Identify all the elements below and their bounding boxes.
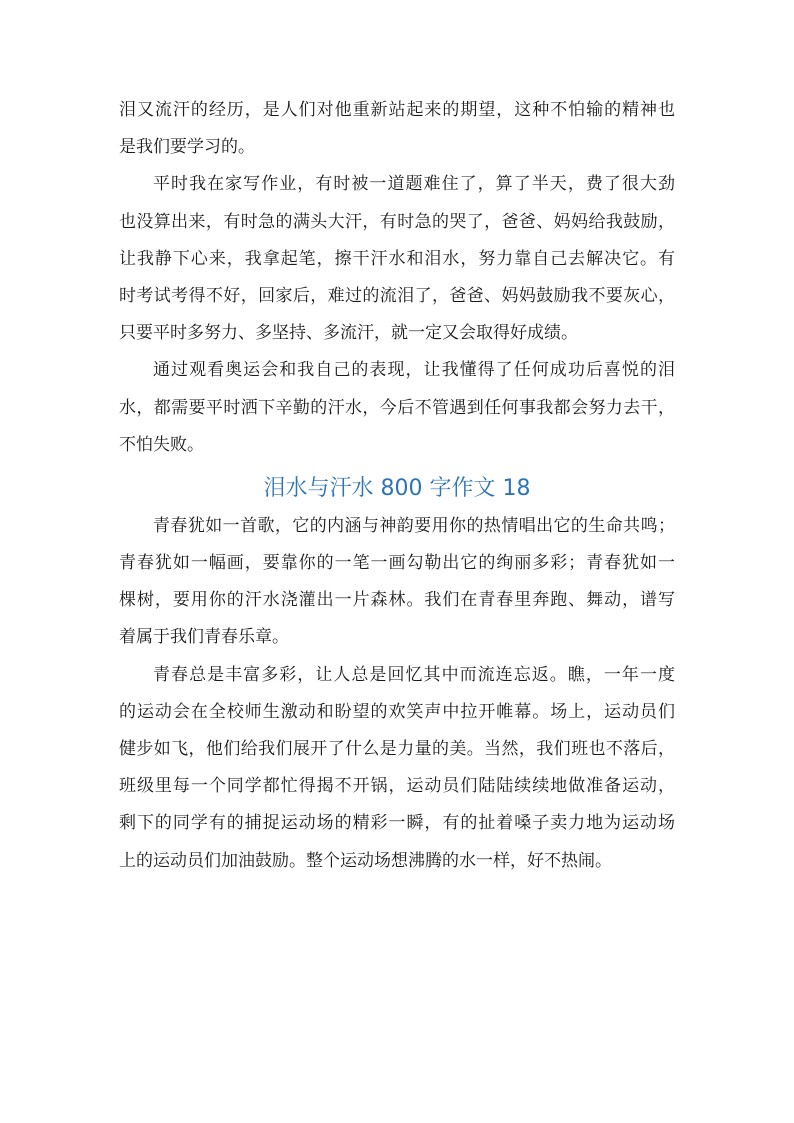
text-line: 剩下的同学有的捕捉运动场的精彩一瞬，有的扯着嗓子卖力地为运动场 (119, 813, 675, 834)
text-line: 平时我在家写作业，有时被一道题难住了，算了半天，费了很大劲 (153, 174, 675, 195)
text-line: 泪又流汗的经历，是人们对他重新站起来的期望，这种不怕输的精神也 (119, 100, 675, 120)
text-line: 着属于我们青春乐章。 (119, 627, 289, 648)
paragraph-homework (119, 174, 675, 360)
text-line: 让我静下心来，我拿起笔，擦干汗水和泪水，努力靠自己去解决它。有 (119, 248, 675, 269)
paragraph-youth (119, 516, 675, 665)
paragraph-sports (119, 665, 675, 888)
text-line: 只要平时多努力、多坚持、多流汗，就一定又会取得好成绩。 (119, 323, 578, 344)
text-line: 青春犹如一幅画，要靠你的一笔一画勾勒出它的绚丽多彩；青春犹如一 (119, 553, 675, 574)
text-line: 上的运动员们加油鼓励。整个运动场想沸腾的水一样，好不热闹。 (119, 850, 612, 871)
text-line: 班级里每一个同学都忙得揭不开锅，运动员们陆陆续续地做准备运动， (119, 776, 675, 797)
text-line: 不怕失败。 (119, 434, 204, 455)
text-line: 的运动会在全校师生激动和盼望的欢笑声中拉开帷幕。场上，运动员们 (119, 701, 675, 722)
text-line: 是我们要学习的。 (119, 137, 255, 158)
paragraph-conclusion (119, 360, 675, 472)
text-line: 水，都需要平时洒下辛勤的汗水，今后不管遇到任何事我都会努力去干， (119, 397, 675, 418)
text-line: 通过观看奥运会和我自己的表现，让我懂得了任何成功后喜悦的泪 (153, 360, 675, 381)
text-line: 青春总是丰富多彩，让人总是回忆其中而流连忘返。瞧，一年一度 (153, 664, 675, 685)
text-line: 健步如飞，他们给我们展开了什么是力量的美。当然，我们班也不落后， (119, 739, 675, 759)
text-line: 青春犹如一首歌，它的内涵与神韵要用你的热情唱出它的生命共鸣； (153, 515, 675, 536)
paragraph-top (119, 100, 675, 174)
section-heading: 泪水与汗水 800 字作文 18 (263, 475, 531, 501)
text-line: 也没算出来，有时急的满头大汗，有时急的哭了，爸爸、妈妈给我鼓励， (119, 211, 675, 232)
text-line: 时考试考得不好，回家后，难过的流泪了，爸爸、妈妈鼓励我不要灰心， (119, 285, 675, 306)
document-body (119, 100, 675, 888)
text-line: 棵树，要用你的汗水浇灌出一片森林。我们在青春里奔跑、舞动，谱写 (119, 590, 675, 611)
